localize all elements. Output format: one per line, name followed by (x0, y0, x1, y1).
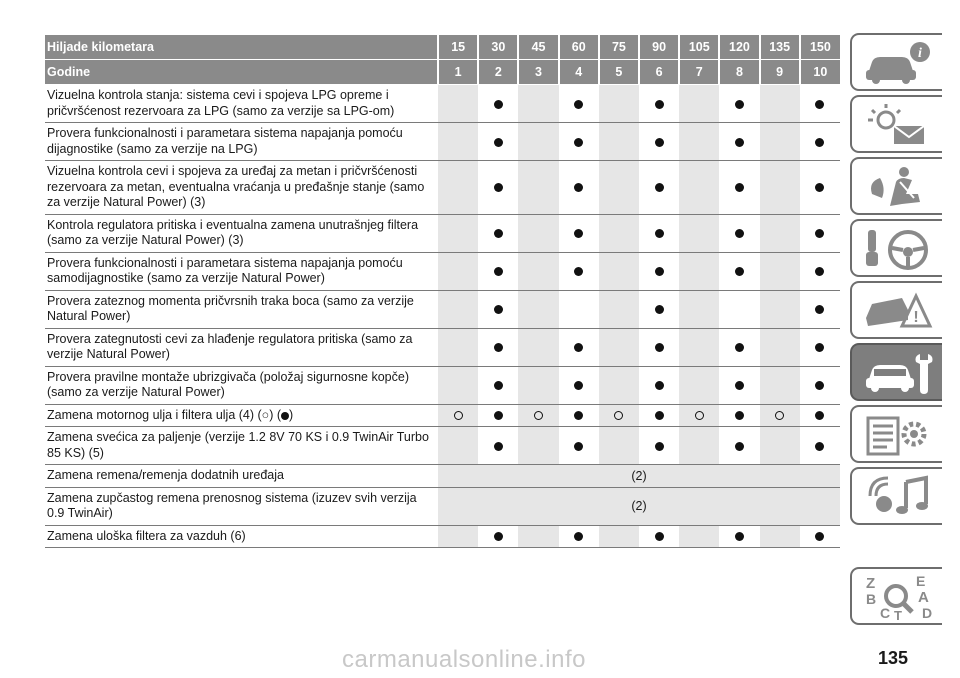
required-dot-mark (574, 411, 583, 420)
required-dot-mark (655, 100, 664, 109)
table-row (45, 328, 840, 366)
required-dot-mark (494, 442, 503, 451)
interval-cell (679, 525, 719, 548)
interval-cell (559, 366, 599, 404)
interval-cell (679, 290, 719, 328)
km-interval-header: 30 (478, 35, 518, 60)
interval-note: (2) (438, 487, 840, 525)
tab-car-info[interactable] (850, 33, 942, 91)
interval-cell (719, 525, 759, 548)
index-letter: T (894, 608, 902, 620)
interval-cell (719, 252, 759, 290)
required-dot-mark (735, 138, 744, 147)
year-interval-header: 7 (679, 60, 719, 85)
required-dot-mark (574, 381, 583, 390)
required-dot-mark (655, 305, 664, 314)
required-dot-mark (574, 183, 583, 192)
interval-cell (760, 404, 800, 427)
operation-description (45, 487, 438, 525)
interval-cell (438, 427, 478, 465)
interval-cell (518, 252, 558, 290)
interval-cell (559, 123, 599, 161)
required-dot-mark (574, 229, 583, 238)
interval-cell (760, 427, 800, 465)
required-dot-mark (735, 532, 744, 541)
required-dot-mark (735, 442, 744, 451)
interval-cell (719, 214, 759, 252)
interval-cell (760, 214, 800, 252)
table-row (45, 214, 840, 252)
required-dot-mark (815, 305, 824, 314)
table-row (45, 290, 840, 328)
operation-text: Vizuelna kontrola cevi i spojeva za uređaj za metan i pričvršćenosti rezervoara za metan, eventualna vraćanja u prеđašnje stanje (samo za verzije Natural Power) (3) (47, 164, 425, 209)
filled-dot-symbol (281, 412, 289, 420)
optional-ring-mark (775, 411, 784, 420)
km-interval-header: 150 (800, 35, 840, 60)
interval-cell (559, 252, 599, 290)
interval-cell (639, 404, 679, 427)
interval-cell (679, 214, 719, 252)
operation-text: Zamena motornog ulja i filtera ulja (4) (○) ( (47, 407, 282, 422)
operation-text: Zamena remena/remenja dodatnih uređaja (47, 468, 284, 482)
interval-cell (438, 290, 478, 328)
interval-cell (438, 328, 478, 366)
interval-cell (559, 161, 599, 215)
svg-text:!: ! (913, 309, 919, 326)
interval-cell (800, 366, 840, 404)
table-row (45, 161, 840, 215)
optional-ring-mark (695, 411, 704, 420)
interval-cell (719, 123, 759, 161)
year-interval-header: 2 (478, 60, 518, 85)
interval-cell (639, 123, 679, 161)
interval-cell (639, 328, 679, 366)
specifications-icon (862, 412, 934, 458)
interval-cell (679, 366, 719, 404)
interval-cell (760, 290, 800, 328)
required-dot-mark (494, 381, 503, 390)
interval-cell (800, 328, 840, 366)
interval-cell (478, 404, 518, 427)
table-row (45, 525, 840, 548)
watermark: carmanualsonline.info (342, 646, 586, 673)
interval-cell (518, 85, 558, 123)
km-interval-header: 15 (438, 35, 478, 60)
operation-text: Provera zategnutosti cevi za hlađenje regulatora pritiska (samo za verzije Natural Power) (47, 331, 413, 361)
required-dot-mark (815, 343, 824, 352)
interval-cell (639, 85, 679, 123)
required-dot-mark (655, 532, 664, 541)
interval-cell (559, 214, 599, 252)
index-letter: E (916, 574, 926, 589)
operation-text: Kontrola regulatora pritiska i eventualna zamena unutrašnjeg filtera (samo za verzije Natural Power) (3) (47, 217, 419, 247)
table-row (45, 123, 840, 161)
interval-cell (438, 525, 478, 548)
required-dot-mark (815, 411, 824, 420)
operation-description (45, 328, 438, 366)
interval-cell (639, 290, 679, 328)
required-dot-mark (494, 183, 503, 192)
tab-warning-lights[interactable] (850, 95, 942, 153)
interval-cell (800, 161, 840, 215)
interval-cell (639, 366, 679, 404)
interval-cell (559, 328, 599, 366)
interval-cell (639, 427, 679, 465)
operation-description (45, 123, 438, 161)
optional-ring-mark (454, 411, 463, 420)
year-interval-header: 4 (559, 60, 599, 85)
index-letter: Z (866, 575, 876, 592)
interval-cell (518, 290, 558, 328)
operation-text: Provera funkcionalnosti i parametara sistema napajanja pomoću dijagnostike (samo za verzije na LPG) (47, 126, 403, 156)
operation-text: Zamena uloška filtera za vazduh (6) (47, 528, 246, 543)
interval-cell (478, 123, 518, 161)
interval-cell (639, 214, 679, 252)
page-number: 135 (877, 648, 909, 668)
year-interval-header: 6 (639, 60, 679, 85)
tab-emergency[interactable] (850, 281, 942, 339)
year-interval-header: 9 (760, 60, 800, 85)
operation-text: Zamena zupčastog remena prenosnog sistema (izuzev svih verzija 0.9 TwinAir) (47, 490, 417, 520)
required-dot-mark (574, 100, 583, 109)
interval-cell (679, 328, 719, 366)
interval-cell (518, 366, 558, 404)
required-dot-mark (815, 229, 824, 238)
required-dot-mark (494, 411, 503, 420)
operation-description (45, 214, 438, 252)
multimedia-icon (862, 474, 934, 520)
index-letter: A (918, 589, 929, 606)
interval-cell (639, 525, 679, 548)
index-letter: B (866, 591, 877, 607)
required-dot-mark (655, 343, 664, 352)
km-interval-header: 45 (518, 35, 558, 60)
interval-cell (518, 214, 558, 252)
interval-cell (559, 525, 599, 548)
year-interval-header: 8 (719, 60, 759, 85)
interval-cell (760, 85, 800, 123)
interval-cell (599, 290, 639, 328)
required-dot-mark (655, 442, 664, 451)
interval-cell (719, 404, 759, 427)
year-interval-header: 5 (599, 60, 639, 85)
interval-cell (518, 123, 558, 161)
interval-cell (599, 328, 639, 366)
interval-cell (800, 85, 840, 123)
interval-cell (760, 366, 800, 404)
year-interval-header: 3 (518, 60, 558, 85)
required-dot-mark (815, 267, 824, 276)
interval-cell (518, 161, 558, 215)
interval-cell (679, 404, 719, 427)
operation-text: Vizuelna kontrola stanja: sistema cevi i spojeva LPG opreme i pričvršćenost rezervoara za LPG (samo za verzije sa LPG-om) (47, 88, 395, 118)
required-dot-mark (815, 381, 824, 390)
operation-description (45, 525, 438, 548)
breakdown-icon (862, 288, 934, 334)
required-dot-mark (735, 411, 744, 420)
interval-cell (760, 123, 800, 161)
warning-lights-icon (862, 102, 934, 148)
tab-technical-data[interactable] (850, 405, 942, 463)
required-dot-mark (494, 532, 503, 541)
optional-ring-mark (534, 411, 543, 420)
interval-cell (478, 214, 518, 252)
interval-cell (599, 525, 639, 548)
interval-cell (599, 427, 639, 465)
tab-multimedia[interactable] (850, 467, 942, 525)
operation-description (45, 465, 438, 488)
interval-note: (2) (438, 465, 840, 488)
table-row (45, 366, 840, 404)
interval-cell (800, 290, 840, 328)
interval-cell (599, 161, 639, 215)
interval-cell (760, 525, 800, 548)
operation-text: Provera zateznog momenta pričvrsnih traka boca (samo za verzije Natural Power) (47, 293, 414, 323)
interval-cell (599, 123, 639, 161)
table-row (45, 85, 840, 123)
operation-description (45, 366, 438, 404)
required-dot-mark (574, 267, 583, 276)
interval-cell (719, 290, 759, 328)
required-dot-mark (815, 532, 824, 541)
required-dot-mark (655, 267, 664, 276)
interval-cell (438, 404, 478, 427)
interval-cell (679, 161, 719, 215)
required-dot-mark (815, 138, 824, 147)
interval-cell (800, 214, 840, 252)
km-interval-header: 75 (599, 35, 639, 60)
interval-cell (599, 252, 639, 290)
required-dot-mark (494, 343, 503, 352)
required-dot-mark (655, 229, 664, 238)
table-row (45, 404, 840, 427)
years-header-row (45, 60, 840, 85)
required-dot-mark (815, 183, 824, 192)
kilometers-label: Hiljade kilometara (45, 35, 438, 60)
interval-cell (438, 123, 478, 161)
tab-starting-driving[interactable] (850, 219, 942, 277)
interval-cell (478, 366, 518, 404)
operation-description (45, 404, 438, 427)
interval-cell (800, 252, 840, 290)
required-dot-mark (574, 442, 583, 451)
interval-cell (559, 427, 599, 465)
operation-description (45, 252, 438, 290)
interval-cell (599, 366, 639, 404)
year-interval-header: 1 (438, 60, 478, 85)
required-dot-mark (815, 100, 824, 109)
operation-description (45, 85, 438, 123)
interval-cell (719, 366, 759, 404)
interval-cell (438, 85, 478, 123)
operation-description (45, 290, 438, 328)
car-service-icon (862, 350, 934, 396)
required-dot-mark (574, 343, 583, 352)
interval-cell (679, 123, 719, 161)
interval-cell (438, 161, 478, 215)
required-dot-mark (735, 381, 744, 390)
tab-maintenance[interactable] (850, 343, 942, 401)
interval-cell (518, 525, 558, 548)
interval-cell (679, 85, 719, 123)
interval-cell (800, 404, 840, 427)
table-row (45, 465, 840, 488)
table-row (45, 487, 840, 525)
required-dot-mark (494, 138, 503, 147)
tab-index[interactable] (850, 567, 942, 625)
required-dot-mark (735, 100, 744, 109)
car-info-icon (862, 40, 934, 86)
interval-cell (679, 427, 719, 465)
required-dot-mark (574, 138, 583, 147)
interval-cell (518, 328, 558, 366)
required-dot-mark (735, 267, 744, 276)
interval-cell (599, 404, 639, 427)
schedule-rows (45, 85, 840, 548)
required-dot-mark (494, 305, 503, 314)
interval-cell (478, 252, 518, 290)
required-dot-mark (735, 229, 744, 238)
kilometers-header-row (45, 35, 840, 60)
interval-cell (518, 404, 558, 427)
interval-cell (478, 85, 518, 123)
years-label: Godine (45, 60, 438, 85)
operation-text: Zamena svećica za paljenje (verzije 1.2 8V 70 KS i 0.9 TwinAir Turbo 85 KS) (5) (47, 430, 429, 460)
interval-cell (719, 427, 759, 465)
table-row (45, 427, 840, 465)
interval-cell (559, 290, 599, 328)
index-icon (862, 574, 934, 620)
interval-cell (639, 161, 679, 215)
year-interval-header: 10 (800, 60, 840, 85)
km-interval-header: 90 (639, 35, 679, 60)
svg-text:i: i (918, 46, 922, 61)
km-interval-header: 120 (719, 35, 759, 60)
interval-cell (518, 427, 558, 465)
required-dot-mark (815, 442, 824, 451)
interval-cell (438, 366, 478, 404)
optional-ring-mark (614, 411, 623, 420)
km-interval-header: 105 (679, 35, 719, 60)
required-dot-mark (494, 267, 503, 276)
index-letter: C (880, 605, 891, 620)
interval-cell (760, 161, 800, 215)
key-steering-icon (862, 226, 934, 272)
interval-cell (559, 85, 599, 123)
required-dot-mark (574, 532, 583, 541)
airbag-seat-icon (862, 164, 934, 210)
interval-cell (478, 290, 518, 328)
required-dot-mark (655, 411, 664, 420)
interval-cell (639, 252, 679, 290)
interval-cell (719, 85, 759, 123)
km-interval-header: 135 (760, 35, 800, 60)
table-row (45, 252, 840, 290)
required-dot-mark (655, 183, 664, 192)
interval-cell (559, 404, 599, 427)
required-dot-mark (735, 183, 744, 192)
operation-description (45, 427, 438, 465)
operation-description (45, 161, 438, 215)
maintenance-schedule-table (45, 35, 840, 548)
interval-cell (719, 161, 759, 215)
index-letter: D (922, 605, 933, 620)
interval-cell (599, 214, 639, 252)
required-dot-mark (494, 100, 503, 109)
interval-cell (800, 123, 840, 161)
interval-cell (760, 252, 800, 290)
required-dot-mark (655, 138, 664, 147)
km-interval-header: 60 (559, 35, 599, 60)
interval-cell (599, 85, 639, 123)
required-dot-mark (735, 343, 744, 352)
interval-cell (719, 328, 759, 366)
interval-cell (760, 328, 800, 366)
interval-cell (478, 161, 518, 215)
required-dot-mark (494, 229, 503, 238)
interval-cell (438, 214, 478, 252)
interval-cell (679, 252, 719, 290)
interval-cell (438, 252, 478, 290)
required-dot-mark (655, 381, 664, 390)
operation-text: Provera funkcionalnosti i parametara sistema napajanja pomoću samodijagnostike (samo za verzije Natural Power) (47, 255, 403, 285)
interval-cell (800, 427, 840, 465)
interval-cell (478, 427, 518, 465)
tab-safety[interactable] (850, 157, 942, 215)
operation-text: Provera pravilne montaže ubrizgivača (položaj sigurnosne kopče) (samo za verzije Natural Power) (47, 369, 409, 399)
interval-cell (478, 525, 518, 548)
interval-cell (800, 525, 840, 548)
interval-cell (478, 328, 518, 366)
operation-text-suffix: ) (289, 407, 294, 422)
